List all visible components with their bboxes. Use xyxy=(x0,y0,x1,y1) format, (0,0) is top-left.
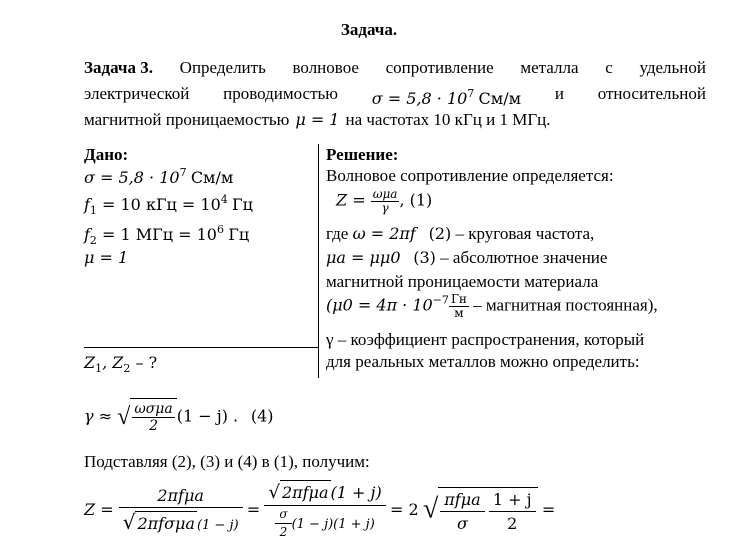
final-fraction-3: $\frac{\text{πfμa}}{\sigma}$ xyxy=(440,490,484,533)
problem-line-3 xyxy=(84,107,706,133)
problem-label: Задача 3. xyxy=(84,58,153,77)
problem-line-1 xyxy=(84,55,706,81)
problem-statement xyxy=(84,55,706,133)
problem-word: магнитной проницаемостью xyxy=(84,110,290,129)
sqrt-icon: √ xyxy=(422,493,439,525)
sigma-value: $\sigma = 5,8 \cdot 10^7$ См/м xyxy=(371,87,522,108)
solution-line-6: ($\mu 0 = 4\pi \cdot 10^{-7}$ $\frac{Гн}{м}$ – магнитная постоянная), xyxy=(326,292,658,320)
problem-word: на частотах 10 кГц и 1 МГц. xyxy=(345,110,551,129)
page-title: Задача. xyxy=(340,20,398,39)
problem-word: волновое xyxy=(292,58,359,77)
problem-word: и xyxy=(554,84,564,103)
problem-word: удельной xyxy=(639,58,706,77)
problem-line-2 xyxy=(84,81,706,107)
sqrt-icon: √ xyxy=(268,482,280,503)
final-fraction-4: $\frac{1 + j}{2}$ xyxy=(489,490,536,533)
table-divider-vertical xyxy=(318,144,319,378)
final-fraction-2: √ 2πfμa (1 + j) $\frac{\sigma}{2}$ (1 − j)(1 + j) xyxy=(264,480,385,539)
solution-line-7: γ – коэффициент распространения, который xyxy=(326,330,645,349)
final-equation: Z = $\frac{\text{2πfμa}}{\text{√ 2πfσμa (1 − j)}}$ = √ 2πfμa (1 + j) $\frac{\sigma}{2}$ (1 − j)(1 + j) = 2 √ $\frac{\text{πfμa}}{\sigma}$ $\frac{1 + j}{2}$ = xyxy=(84,482,556,539)
solution-line-5: магнитной проницаемости материала xyxy=(326,272,599,291)
problem-word: с xyxy=(605,58,613,77)
problem-word: сопротивление xyxy=(385,58,494,77)
find-unknowns: $Z_1$, $Z_2$ – ? xyxy=(84,353,158,375)
solution-line-1: Волновое сопротивление определяется: xyxy=(326,166,614,185)
given-sigma: $\sigma = 5,8 \cdot 10^7$ См/м xyxy=(84,166,234,187)
problem-word: электрической xyxy=(84,84,190,103)
final-fraction-1: $\frac{\text{2πfμa}}{\text{√ 2πfσμa (1 − j)}}$ xyxy=(119,486,243,534)
solution-header: Решение: xyxy=(326,145,399,164)
equation-4: γ ≈ √ $\frac{\text{ωσμa}}{2}$ (1 − j) . (4) xyxy=(84,398,274,434)
given-f2: $f_2 = 1$ МГц = $10^6$ Гц xyxy=(84,223,250,247)
henry-per-meter-fraction: $\frac{Гн}{м}$ xyxy=(450,292,467,320)
equation-1: Z = $\frac{\text{ωμa}}{\gamma}$ , (1) xyxy=(336,187,433,215)
substitute-text: Подставляя (2), (3) и (4) в (1), получим: xyxy=(84,452,370,471)
solution-line-4: μa = μμ0 (3) – абсолютное значение xyxy=(326,248,608,267)
eq4-fraction: $\frac{\text{ωσμa}}{2}$ xyxy=(134,401,173,434)
sqrt-icon: √ xyxy=(117,404,131,430)
given-mu: μ = 1 xyxy=(84,248,129,267)
mu-value: μ = 1 xyxy=(295,110,340,129)
table-divider-horizontal xyxy=(84,347,318,348)
problem-word: Определить xyxy=(179,58,266,77)
solution-line-8: для реальных металлов можно определить: xyxy=(326,352,640,371)
given-header: Дано: xyxy=(84,145,129,164)
problem-word: металла xyxy=(520,58,579,77)
sqrt-icon: √ xyxy=(122,509,136,534)
problem-word: проводимостью xyxy=(223,84,338,103)
given-f1: $f_1 = 10$ кГц = $10^4$ Гц xyxy=(84,193,253,217)
eq1-fraction: $\frac{\text{ωμa}}{\gamma}$ xyxy=(372,187,398,215)
solution-line-3: где ω = 2πf (2) – круговая частота, xyxy=(326,224,595,243)
problem-word: относительной xyxy=(597,84,706,103)
